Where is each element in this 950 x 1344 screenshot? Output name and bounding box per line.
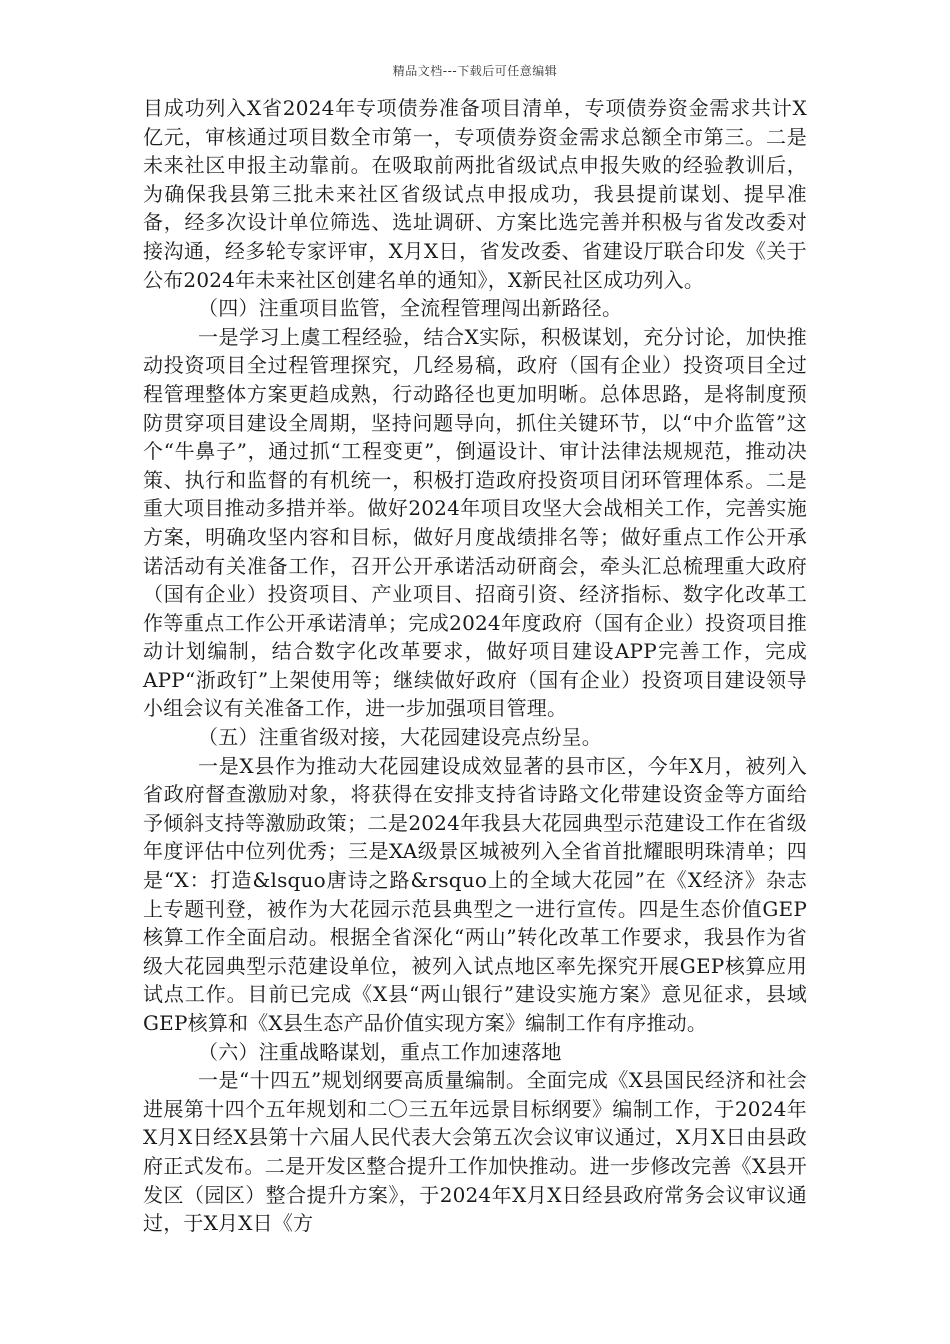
paragraph-garden-construction: 一是X县作为推动大花园建设成效显著的县市区，今年X月，被列入省政府督查激励对象，将获得在安排支持省诗路文化带建设资金等方面给予倾斜支持等激励政策；二是2024年我县大花园典型示范建设工作在省级年度评估中位列优秀；三是XA级景区城被列入全省首批耀眼明珠清单；四是“X：打造&lsquo唐诗之路&rsquo上的全域大花园”在《X经济》杂志上专题刊登，被作为大花园示范县典型之一进行宣传。四是生态价值GEP核算工作全面启动。根据全省深化“两山”转化改革工作要求，我县作为省级大花园典型示范建设单位，被列入试点地区率先探究开展GEP核算应用试点工作。目前已完成《X县“两山银行”建设实施方案》意见征求，县域GEP核算和《X县生态产品价值实现方案》编制工作有序推动。	[143, 753, 807, 1035]
section-heading-4: （四）注重项目监管，全流程管理闯出新路径。	[198, 296, 623, 321]
paragraph-project-supervision: 一是学习上虞工程经验，结合X实际，积极谋划，充分讨论，加快推动投资项目全过程管理探究，几经易稿，政府（国有企业）投资项目全过程管理整体方案更趋成熟，行动路径也更加明晰。总体思路，是将制度预防贯穿项目建设全周期，坚持问题导向，抓住关键环节，以“中介监管”这个“牛鼻子”，通过抓“工程变更”，倒逼设计、审计法律法规规范，推动决策、执行和监督的有机统一，积极打造政府投资项目闭环管理体系。二是重大项目推动多措并举。做好2024年项目攻坚大会战相关工作，完善实施方案，明确攻坚内容和目标，做好月度战绩排名等；做好重点工作公开承诺活动有关准备工作，召开公开承诺活动研商会，牵头汇总梳理重大政府（国有企业）投资项目、产业项目、招商引资、经济指标、数字化改革工作等重点工作公开承诺清单；完成2024年度政府（国有企业）投资项目推动计划编制，结合数字化改革要求，做好项目建设APP完善工作，完成APP“浙政钉”上架使用等；继续做好政府（国有企业）投资项目建设领导小组会议有关准备工作，进一步加强项目管理。	[143, 324, 807, 721]
paragraph-continuation: 目成功列入X省2024年专项债券准备项目清单，专项债券资金需求共计X亿元，审核通过项目数全市第一，专项债券资金需求总额全市第三。二是未来社区申报主动靠前。在吸取前两批省级试点申报失败的经验教训后，为确保我县第三批未来社区省级试点申报成功，我县提前谋划、提早准备，经多次设计单位筛选、选址调研、方案比选完善并积极与省发改委对接沟通，经多轮专家评审，X月X日，省发改委、省建设厅联合印发《关于公布2024年未来社区创建名单的通知》，X新民社区成功列入。	[143, 96, 807, 292]
document-body	[143, 94, 807, 1238]
paragraph-strategic-planning: 一是“十四五”规划纲要高质量编制。全面完成《X县国民经济和社会进展第十四个五年规划和二〇三五年远景目标纲要》编制工作，于2024年X月X日经X县第十六届人民代表大会第五次会议审议通过，X月X日由县政府正式发布。二是开发区整合提升工作加快推动。进一步修改完善《X县开发区（园区）整合提升方案》，于2024年X月X日经县政府常务会议审议通过，于X月X日《方	[143, 1068, 807, 1236]
section-heading-6: （六）注重战略谋划，重点工作加速落地	[198, 1039, 562, 1064]
section-heading-5: （五）注重省级对接，大花园建设亮点纷呈。	[198, 725, 602, 750]
page-header: 精品文档---下载后可任意编辑	[392, 64, 558, 78]
